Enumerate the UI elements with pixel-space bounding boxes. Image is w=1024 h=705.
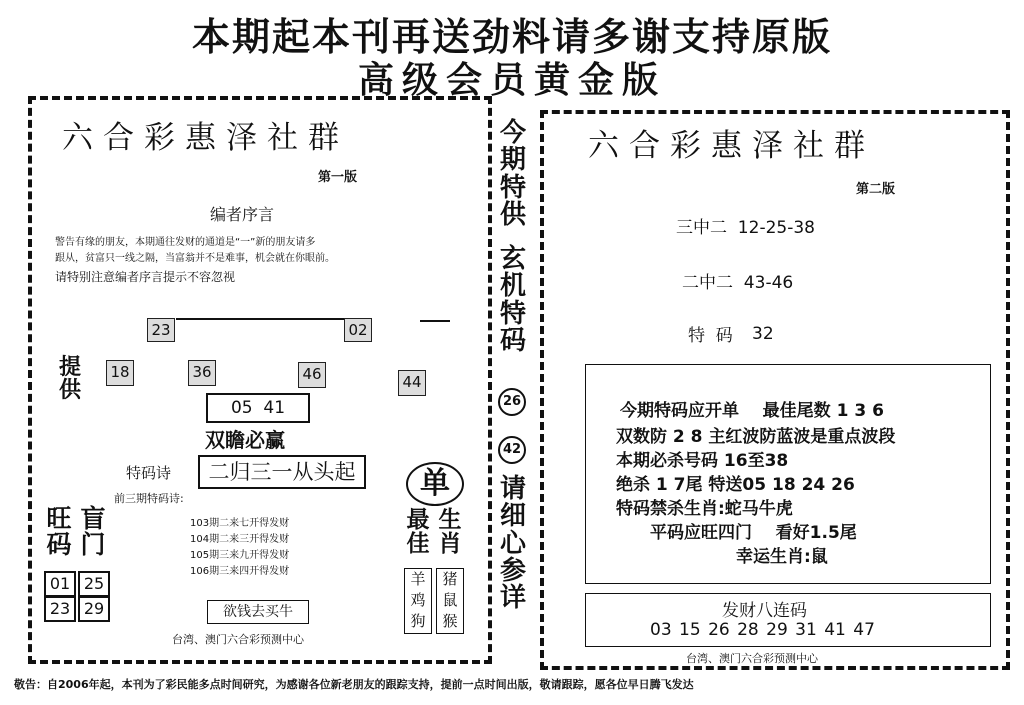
best-label-2: 生肖 <box>438 507 462 558</box>
bottom-notice: 敬告：自2006年起，本刊为了彩民能多点时间研究，为感谢各位新老朋友的跟踪支持，提前一点时间出版，敬请跟踪，愿各位早日腾飞发达 <box>14 678 694 691</box>
previous-poem-106: 106期三来四开得发财 <box>190 566 290 577</box>
previous-poem-105: 105期三来九开得发财 <box>190 550 290 561</box>
left-group-title: 六合彩惠泽社群 <box>62 120 349 156</box>
right-group-title: 六合彩惠泽社群 <box>588 128 875 164</box>
lucky-grid-25: 25 <box>78 571 110 597</box>
info-line-5: 特码禁杀生肖:蛇马牛虎 <box>616 499 793 519</box>
best-label-1: 最佳 <box>406 507 430 558</box>
preface-title: 编者序言 <box>210 205 275 224</box>
info-line-6: 平码应旺四门 看好1.5尾 <box>650 523 857 543</box>
info-line-3: 本期必杀号码 16至38 <box>616 451 789 471</box>
poem-box: 二归三一从头起 <box>198 455 366 489</box>
lucky-numbers: 03 15 26 28 29 31 41 47 <box>650 620 875 640</box>
info-line-7: 幸运生肖:鼠 <box>736 547 828 567</box>
buy-button: 欲钱去买牛 <box>207 600 309 624</box>
lucky-grid-23: 23 <box>44 596 76 622</box>
left-edition: 第一版 <box>318 170 358 185</box>
circle-26: 26 <box>498 388 526 416</box>
middle-text-3: 请细心参详 <box>499 474 526 614</box>
left-footer: 台湾、澳门六合彩预测中心 <box>172 633 304 646</box>
zodiac-box-b: 猪鼠猴 <box>436 568 464 634</box>
middle-text-1: 今期特供 <box>499 118 526 230</box>
circle-42: 42 <box>498 436 526 464</box>
info-line-2: 双数防 2 8 主红波防蓝波是重点波段 <box>616 427 896 447</box>
lucky-numbers-title: 发财八连码 <box>722 601 807 621</box>
info-line-1: 今期特码应开单 最佳尾数 1 3 6 <box>620 401 884 421</box>
key-numbers-box: 05 41 <box>206 393 310 423</box>
divider-line-short <box>420 320 450 322</box>
wang-label: 旺码 <box>46 504 72 560</box>
lucky-grid-29: 29 <box>78 596 110 622</box>
previous-poems-label: 前三期特码诗: <box>114 492 184 505</box>
preface-line-2: 跟从，贫富只一线之隔，当富翁并不是难事，机会就在你眼前。 <box>55 253 335 264</box>
three-hit-two: 三中二 12-25-38 <box>676 218 815 238</box>
mang-label: 盲门 <box>80 504 106 560</box>
two-hit-two: 二中二 43-46 <box>682 273 794 293</box>
header-line-1: 本期起本刊再送劲料请多谢支持原版 <box>191 14 832 59</box>
header-line-2: 高级会员黄金版 <box>357 59 666 101</box>
provide-label: 提供 <box>58 355 81 404</box>
tema-value: 32 <box>752 324 774 344</box>
preface-line-1: 警告有缘的朋友，本期通往发财的通道是“一”新的朋友请多 <box>55 237 316 248</box>
info-line-4: 绝杀 1 7尾 特送05 18 24 26 <box>616 475 855 495</box>
right-edition: 第二版 <box>856 182 896 197</box>
tema-label: 特 码 <box>688 326 733 346</box>
dan-badge: 单 <box>406 462 464 506</box>
provide-number-46: 46 <box>298 362 326 388</box>
provide-number-18: 18 <box>106 360 134 386</box>
number-02: 02 <box>344 318 372 342</box>
lucky-grid-01: 01 <box>44 571 76 597</box>
previous-poem-103: 103期二来七开得发财 <box>190 518 290 529</box>
slogan: 双瞻必赢 <box>205 428 285 452</box>
middle-text-2: 玄机特码 <box>499 244 526 356</box>
previous-poem-104: 104期二来三开得发财 <box>190 534 290 545</box>
poem-label: 特码诗 <box>126 464 172 482</box>
divider-line <box>176 318 346 320</box>
zodiac-box-a: 羊鸡狗 <box>404 568 432 634</box>
number-23: 23 <box>147 318 175 342</box>
right-footer: 台湾、澳门六合彩预测中心 <box>686 652 818 665</box>
provide-number-44: 44 <box>398 370 426 396</box>
provide-number-36: 36 <box>188 360 216 386</box>
preface-note: 请特别注意编者序言提示不容忽视 <box>55 270 236 284</box>
